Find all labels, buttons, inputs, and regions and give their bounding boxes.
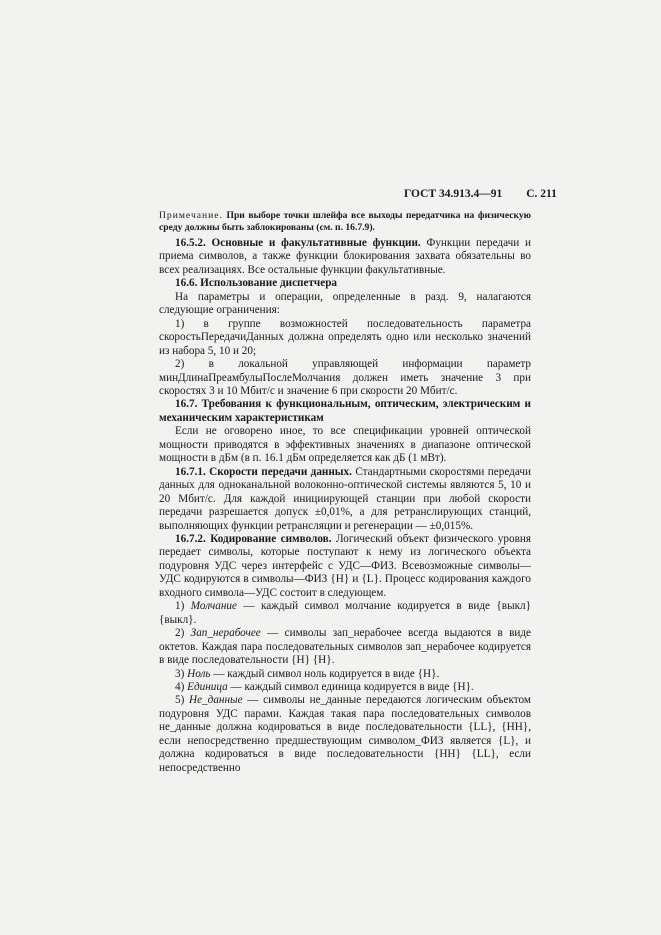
section-text: Логический объект физического уровня передает символы, которые поступают к нему из логического объекта подуровня УДС через интерфейс с УДС—ФИЗ. Всевозможные символы—УДС кодируются в символы—ФИЗ {H} и {L}. Процесс кодирования каждого входного символа—УДС состоит в следующем. <box>159 532 531 599</box>
list-item: 5) Не_данные — символы не_данные передаются логическим объектом подуровня УДС парами. Каждая такая пара последовательных символов не_данные должна кодироваться в виде последовательности {LL}, {HH}, если непосредственно предшествующим символом_ФИЗ является {L}, и должна кодироваться в виде последовательности {HH} {LL}, если непосредственно <box>159 694 531 774</box>
section-text: Функции передачи и приема символов, а также функции блокирования захвата обязательны во всех реализациях. Все остальные функции факультативные. <box>159 237 531 276</box>
item-text: — символы не_данные передаются логическим объектом подуровня УДС парами. Каждая такая пара последовательных символов не_данные должна кодироваться в виде последовательности {LL}, {HH}, если непосредственно предшествующим символом_ФИЗ является {L}, и должна кодироваться в виде последовательности {HH} {LL}, если непосредственно <box>159 694 531 774</box>
list-item: 4) Единица — каждый символ единица кодируется в виде {H}. <box>175 680 474 693</box>
list-item: 3) Ноль — каждый символ ноль кодируется в виде {H}. <box>175 667 440 680</box>
note-text: При выборе точки шлейфа все выходы передатчика на физическую среду должны быть заблокированы (см. п. 16.7.9). <box>159 210 531 233</box>
item-term: Зап_нерабочее <box>190 627 261 640</box>
paragraph-item-2 <box>159 358 531 398</box>
item-text: — каждый символ единица кодируется в виде {H}. <box>227 680 474 693</box>
section-16-7-1 <box>159 466 531 533</box>
standard-number: ГОСТ 34.913.4—91 <box>404 188 503 200</box>
section-16-5-2 <box>159 237 531 277</box>
item-text: — символы зап_нерабочее всегда выдаются в виде октетов. Каждая пара последовательных символов зап_нерабочее кодируется в виде последовательности {H} {H}. <box>159 627 531 667</box>
paragraph-item-1 <box>159 318 531 358</box>
section-heading: 16.7.1. Скорости передачи данных. <box>175 465 352 478</box>
page-number: С. 211 <box>526 188 557 200</box>
item-text: — каждый символ ноль кодируется в виде {H}. <box>210 667 440 680</box>
section-heading: 16.6. Использование диспетчера <box>175 277 338 290</box>
section-text: На параметры и операции, определенные в разд. 9, налагаются следующие ограничения: <box>159 290 531 317</box>
list-item: 1) Молчание — каждый символ молчание кодируется в виде {выкл} {выкл}. <box>159 600 531 626</box>
note-label: Примечание. <box>159 210 223 221</box>
paragraph-optical-power <box>159 425 531 465</box>
section-text: 2) в локальной управляющей информации параметр минДлинаПреамбулыПослеМолчания должен иметь значение 3 при скоростях 3 и 10 Мбит/с и значение 6 при скорости 20 Мбит/с. <box>159 358 531 397</box>
section-16-7-2 <box>159 533 531 600</box>
section-text: Стандартными скоростями передачи данных для одноканальной волоконно-оптической системы являются 5, 10 и 20 Мбит/с. Для каждой инициирующей станции при любой скорости передачи разрешается допуск ±0,01%, а для ретранслирующих станций, выполняющих функции ретрансляции и регенерации — ±0,015%. <box>159 465 531 532</box>
paragraph-restrictions <box>159 291 531 318</box>
section-16-6 <box>159 277 531 290</box>
item-term: Не_данные <box>189 694 243 707</box>
item-term: Молчание <box>190 600 237 613</box>
section-heading: 16.7.2. Кодирование символов. <box>175 532 332 545</box>
section-text: Если не оговорено иное, то все спецификации уровней оптической мощности приводятся в эффективных значениях в диапазоне оптической мощности в дБм (в п. 16.1 дБм определяется как дБ (1 мВт). <box>159 425 531 465</box>
section-heading: 16.5.2. Основные и факультативные функции. <box>175 237 421 249</box>
section-heading: 16.7. Требования к функциональным, оптическим, электрическим и механическим характеристикам <box>159 398 531 424</box>
section-16-7 <box>159 398 531 425</box>
list-item: 2) Зап_нерабочее — символы зап_нерабочее всегда выдаются в виде октетов. Каждая пара последовательных символов зап_нерабочее кодируется в виде последовательности {H} {H}. <box>159 627 531 667</box>
document-body <box>159 210 531 775</box>
note <box>159 210 531 233</box>
page-header <box>404 188 620 200</box>
section-text: 1) в группе возможностей последовательность параметра скоростьПередачиДанных должна определять одно или несколько значений из набора 5, 10 и 20; <box>159 317 531 357</box>
item-term: Ноль <box>187 667 211 680</box>
item-term: Единица <box>187 680 228 693</box>
item-text: — каждый символ молчание кодируется в виде {выкл} {выкл}. <box>159 600 531 626</box>
